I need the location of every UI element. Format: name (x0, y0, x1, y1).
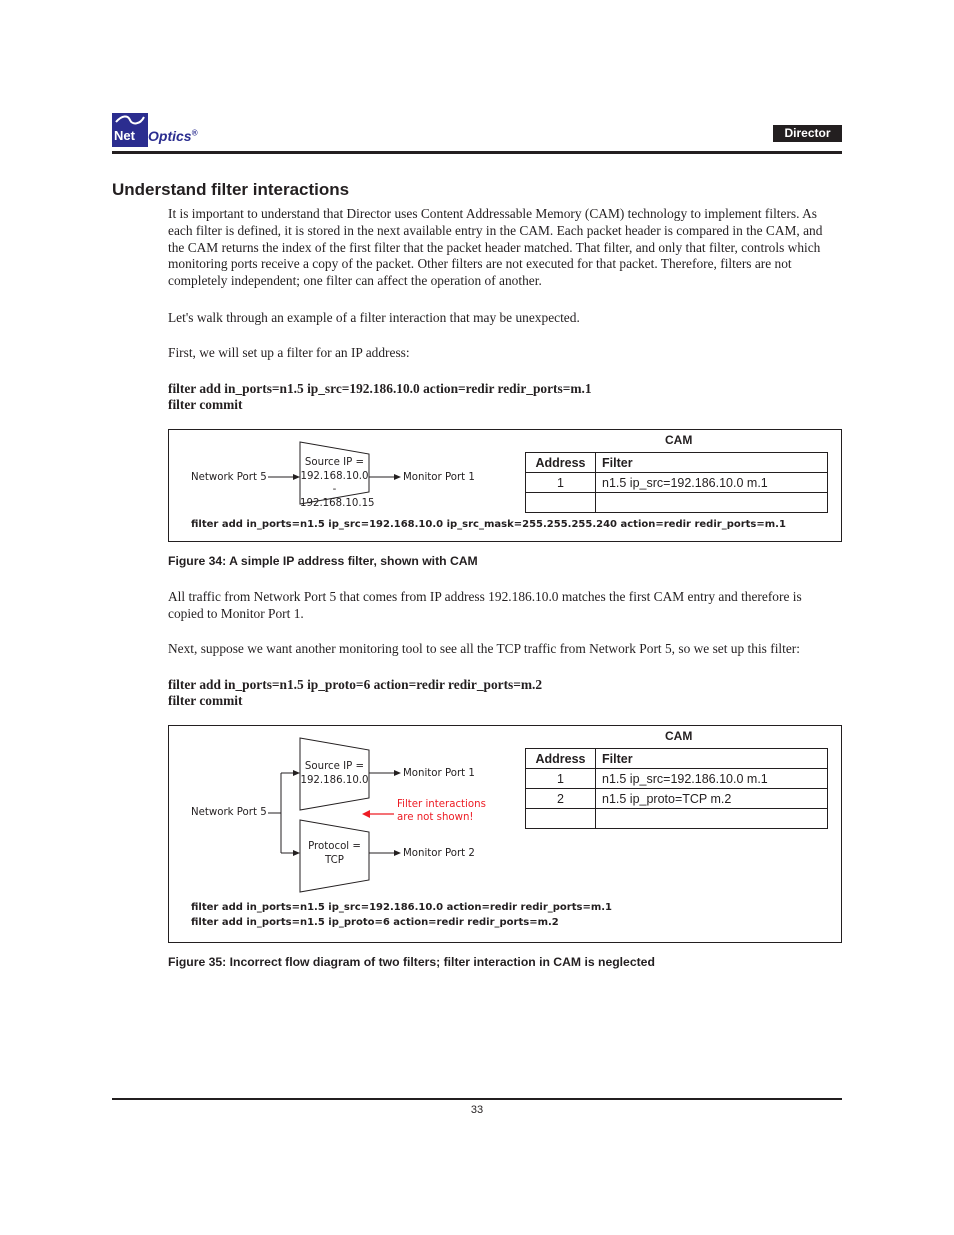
table-row: 2 n1.5 ip_proto=TCP m.2 (526, 789, 828, 809)
paragraph-next: Next, suppose we want another monitoring tool to see all the TCP traffic from Network Port 5, so we set up this filter: (168, 641, 800, 656)
filter-source-ip: Source IP = 192.168.10.0 - 192.168.10.15 (300, 457, 375, 509)
figure-commands: filter add in_ports=n1.5 ip_src=192.186.10.0 action=redir redir_ports=m.1 filter add in_ports=n1.5 ip_proto=6 action=redir redir_ports=m.2 (191, 902, 613, 928)
paragraph-intro: It is important to understand that Director uses Content Addressable Memory (CAM) technology to implement filters. As each filter is defined, it is stored in the next available entry in the CAM. Each packet header is compared in the CAM, and the CAM returns the index of the first filter that the packet header matched. That filter, and only that filter, controls which monitoring ports receive a copy of the packet. Other filters are not executed for that packet. Therefore, filters are not completely independent; one filter can affect the operation of another. (168, 206, 823, 289)
footer-rule (112, 1098, 842, 1100)
table-row (526, 809, 828, 829)
paragraph-traffic: All traffic from Network Port 5 that comes from IP address 192.186.10.0 matches the first CAM entry and therefore is copied to Monitor Port 1. (168, 589, 802, 621)
cam-title: CAM (665, 729, 693, 743)
filter-source-ip: Source IP = 192.186.10.0 (300, 761, 369, 786)
page-number: 33 (470, 1104, 484, 1116)
paragraph-walkthrough: Let's walk through an example of a filter interaction that may be unexpected. (168, 310, 580, 325)
section-tag: Director (773, 125, 842, 142)
monitor-port-2-label: Monitor Port 2 (403, 848, 475, 859)
cam-header-address: Address (526, 749, 596, 769)
monitor-port-label: Monitor Port 1 (403, 472, 475, 483)
table-row (526, 493, 828, 513)
command-line: filter commit (168, 693, 243, 708)
figure-34-caption: Figure 34: A simple IP address filter, shown with CAM (168, 554, 478, 568)
logo-optics-text: Optics® (148, 128, 198, 144)
command-line: filter add in_ports=n1.5 ip_src=192.186.10.0 action=redir redir_ports=m.1 (168, 381, 592, 396)
filter-protocol: Protocol = TCP (308, 841, 361, 866)
logo-net-text: Net (114, 128, 135, 143)
cam-title: CAM (665, 433, 693, 447)
figure-35-caption: Figure 35: Incorrect flow diagram of two filters; filter interaction in CAM is neglected (168, 955, 655, 969)
cam-header-filter: Filter (596, 453, 828, 473)
header-rule (112, 151, 842, 154)
figure-35 (168, 725, 842, 943)
interaction-note: Filter interactions are not shown! (397, 799, 486, 823)
cam-header-filter: Filter (596, 749, 828, 769)
paragraph-first: First, we will set up a filter for an IP address: (168, 345, 410, 360)
network-port-label: Network Port 5 (191, 807, 267, 818)
table-row: 1 n1.5 ip_src=192.186.10.0 m.1 (526, 769, 828, 789)
figure-command: filter add in_ports=n1.5 ip_src=192.168.10.0 ip_src_mask=255.255.255.240 action=redir redir_ports=m.1 (191, 519, 786, 530)
figure-34 (168, 429, 842, 542)
cam-table (525, 452, 828, 513)
command-line: filter add in_ports=n1.5 ip_proto=6 action=redir redir_ports=m.2 (168, 677, 543, 692)
monitor-port-1-label: Monitor Port 1 (403, 768, 475, 779)
section-title: Understand filter interactions (112, 180, 350, 199)
command-line: filter commit (168, 397, 243, 412)
cam-header-address: Address (526, 453, 596, 473)
network-port-label: Network Port 5 (191, 472, 267, 483)
logo-wave-icon (112, 113, 148, 127)
command-block-2 (168, 677, 832, 709)
command-block-1 (168, 381, 832, 413)
cam-table (525, 748, 828, 829)
table-row: 1 n1.5 ip_src=192.186.10.0 m.1 (526, 473, 828, 493)
